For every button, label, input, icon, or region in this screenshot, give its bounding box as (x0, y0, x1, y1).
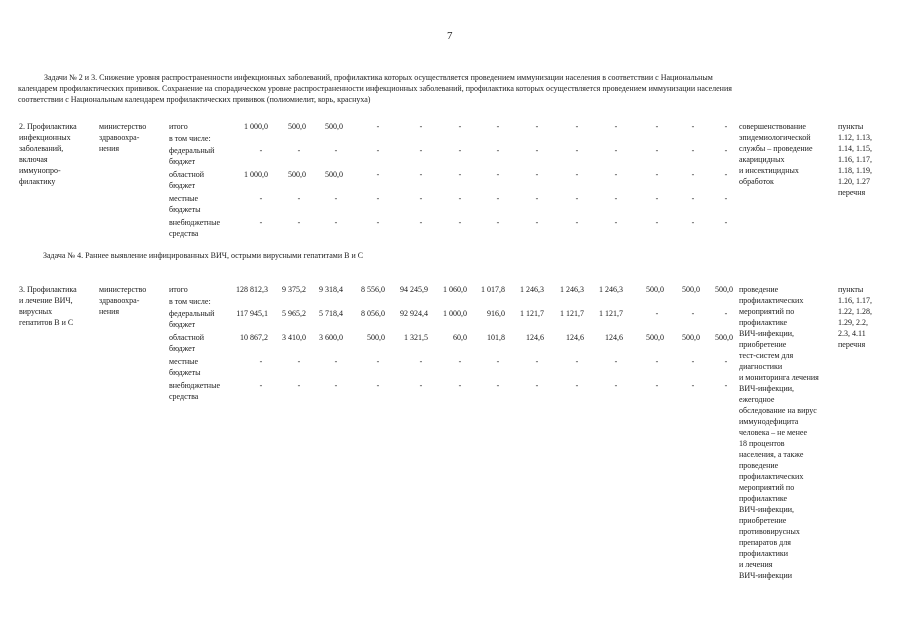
empty-cell-dash: - (724, 170, 728, 179)
empty-cell-dash: - (724, 146, 728, 155)
expected-result-line: профилактики (739, 549, 789, 558)
amount-cell: 1 000,0 (244, 122, 268, 131)
empty-cell-dash: - (376, 146, 380, 155)
amount-cell: 1 121,7 (560, 309, 584, 318)
empty-cell-dash: - (496, 381, 500, 390)
amount-cell: 1 000,0 (443, 309, 467, 318)
empty-cell-dash: - (691, 357, 695, 366)
empty-cell-dash: - (376, 194, 380, 203)
list-points-line: перечня (838, 340, 866, 349)
list-points-line: 1.18, 1.19, (838, 166, 872, 175)
empty-cell-dash: - (535, 170, 539, 179)
empty-cell-dash: - (376, 218, 380, 227)
funding-source-line: в том числе: (169, 297, 211, 306)
empty-cell-dash: - (535, 194, 539, 203)
empty-cell-dash: - (535, 122, 539, 131)
amount-cell: 5 965,2 (282, 309, 306, 318)
empty-cell-dash: - (376, 122, 380, 131)
expected-result-line: ежегодное (739, 395, 775, 404)
empty-cell-dash: - (691, 146, 695, 155)
program-name-line: 2. Профилактика (19, 122, 77, 131)
funding-source-line: бюджеты (169, 368, 201, 377)
funding-source-line: итого (169, 122, 188, 131)
empty-cell-dash: - (334, 146, 338, 155)
list-points-line: пункты (838, 122, 864, 131)
funding-source-line: бюджет (169, 344, 196, 353)
list-points-line: 1.12, 1.13, (838, 133, 872, 142)
list-points-line: 1.22, 1.28, (838, 307, 872, 316)
expected-result-line: ВИЧ-инфекции, (739, 505, 795, 514)
expected-result-line: и инсектицидных (739, 166, 799, 175)
empty-cell-dash: - (575, 122, 579, 131)
amount-cell: 500,0 (325, 122, 343, 131)
empty-cell-dash: - (458, 357, 462, 366)
expected-result (739, 284, 819, 581)
empty-cell-dash: - (655, 194, 659, 203)
empty-cell-dash: - (691, 122, 695, 131)
amount-cell: 1 321,5 (404, 333, 428, 342)
funding-source (169, 332, 204, 354)
program-name-line: включая (19, 155, 48, 164)
amount-cell: 1 246,3 (520, 285, 544, 294)
list-points-line: пункты (838, 285, 864, 294)
amount-cell: 128 812,3 (236, 285, 268, 294)
funding-source-line: внебюджетные (169, 381, 220, 390)
empty-cell-dash: - (419, 122, 423, 131)
empty-cell-dash: - (655, 146, 659, 155)
empty-cell-dash: - (575, 218, 579, 227)
funding-source-line: местные (169, 194, 199, 203)
expected-result-line: профилактике (739, 494, 788, 503)
amount-cell: 500,0 (288, 122, 306, 131)
amount-cell: 94 245,9 (400, 285, 428, 294)
list-points-line: перечня (838, 188, 866, 197)
funding-source-line: бюджеты (169, 205, 201, 214)
list-points-line: 1.29, 2.2, (838, 318, 868, 327)
empty-cell-dash: - (496, 170, 500, 179)
empty-cell-dash: - (724, 122, 728, 131)
expected-result-line: проведение (739, 285, 779, 294)
empty-cell-dash: - (655, 122, 659, 131)
amount-cell: 500,0 (682, 333, 700, 342)
amount-cell: 10 867,2 (240, 333, 268, 342)
empty-cell-dash: - (655, 357, 659, 366)
expected-result-line: ВИЧ-инфекции (739, 571, 793, 580)
empty-cell-dash: - (614, 357, 618, 366)
empty-cell-dash: - (334, 218, 338, 227)
empty-cell-dash: - (297, 381, 301, 390)
empty-cell-dash: - (724, 381, 728, 390)
expected-result-line: препаратов для (739, 538, 791, 547)
empty-cell-dash: - (376, 170, 380, 179)
empty-cell-dash: - (691, 381, 695, 390)
expected-result-line: мероприятий по (739, 307, 795, 316)
program-name-line: иммунопро- (19, 166, 61, 175)
empty-cell-dash: - (458, 218, 462, 227)
funding-source-line: федеральный (169, 309, 215, 318)
empty-cell-dash: - (535, 218, 539, 227)
program-name-line: гепатитов В и С (19, 318, 74, 327)
funding-source (169, 296, 211, 307)
funding-source-line: бюджет (169, 320, 196, 329)
empty-cell-dash: - (655, 309, 659, 318)
amount-cell: 117 945,1 (236, 309, 268, 318)
amount-cell: 5 718,4 (319, 309, 343, 318)
empty-cell-dash: - (614, 218, 618, 227)
empty-cell-dash: - (655, 381, 659, 390)
funding-source-line: итого (169, 285, 188, 294)
expected-result-line: 18 процентов (739, 439, 785, 448)
empty-cell-dash: - (297, 218, 301, 227)
empty-cell-dash: - (496, 357, 500, 366)
expected-result-line: мероприятий по (739, 483, 795, 492)
empty-cell-dash: - (535, 357, 539, 366)
funding-source (169, 308, 214, 330)
amount-cell: 8 556,0 (361, 285, 385, 294)
expected-result-line: профилактических (739, 296, 804, 305)
empty-cell-dash: - (575, 194, 579, 203)
expected-result-line: и мониторинга лечения (739, 373, 819, 382)
expected-result-line: приобретение (739, 516, 787, 525)
amount-cell: 500,0 (367, 333, 385, 342)
empty-cell-dash: - (535, 146, 539, 155)
amount-cell: 9 375,2 (282, 285, 306, 294)
amount-cell: 92 924,4 (400, 309, 428, 318)
program-name-line: и лечение ВИЧ, (19, 296, 73, 305)
amount-cell: 500,0 (646, 333, 664, 342)
empty-cell-dash: - (334, 381, 338, 390)
expected-result-line: диагностики (739, 362, 783, 371)
amount-cell: 3 600,0 (319, 333, 343, 342)
executor-line: нения (99, 307, 120, 316)
funding-source-line: в том числе: (169, 134, 211, 143)
empty-cell-dash: - (297, 357, 301, 366)
empty-cell-dash: - (691, 309, 695, 318)
executor (99, 284, 146, 317)
amount-cell: 500,0 (646, 285, 664, 294)
empty-cell-dash: - (496, 122, 500, 131)
amount-cell: 500,0 (715, 333, 733, 342)
expected-result-line: и лечения (739, 560, 773, 569)
empty-cell-dash: - (259, 357, 263, 366)
task-2-3-line-1: Задачи № 2 и 3. Снижение уровня распространенности инфекционных заболеваний, профилактика которых осуществляется проведением иммунизации населения в соответствии с Национальным (44, 73, 713, 82)
page-number: 7 (447, 30, 453, 42)
expected-result-line: населения, а также (739, 450, 804, 459)
empty-cell-dash: - (691, 170, 695, 179)
amount-cell: 124,6 (605, 333, 623, 342)
amount-cell: 1 246,3 (560, 285, 584, 294)
expected-result-line: обследование на вирус (739, 406, 817, 415)
list-points-line: 1.14, 1.15, (838, 144, 872, 153)
executor-line: нения (99, 144, 120, 153)
amount-cell: 1 000,0 (244, 170, 268, 179)
funding-source-line: бюджет (169, 181, 196, 190)
amount-cell: 9 318,4 (319, 285, 343, 294)
empty-cell-dash: - (496, 194, 500, 203)
empty-cell-dash: - (458, 146, 462, 155)
empty-cell-dash: - (297, 146, 301, 155)
expected-result-line: ВИЧ-инфекции, (739, 329, 795, 338)
amount-cell: 60,0 (453, 333, 467, 342)
empty-cell-dash: - (376, 357, 380, 366)
executor-line: здравоохра- (99, 133, 140, 142)
program-name-line: 3. Профилактика (19, 285, 77, 294)
program-name-line: инфекционных (19, 133, 71, 142)
empty-cell-dash: - (419, 357, 423, 366)
amount-cell: 500,0 (715, 285, 733, 294)
executor-line: здравоохра- (99, 296, 140, 305)
funding-source-line: областной (169, 333, 205, 342)
funding-source-line: местные (169, 357, 199, 366)
empty-cell-dash: - (575, 357, 579, 366)
amount-cell: 101,8 (487, 333, 505, 342)
empty-cell-dash: - (575, 146, 579, 155)
funding-source-line: средства (169, 229, 199, 238)
empty-cell-dash: - (724, 309, 728, 318)
amount-cell: 3 410,0 (282, 333, 306, 342)
empty-cell-dash: - (496, 146, 500, 155)
empty-cell-dash: - (458, 194, 462, 203)
list-points (838, 284, 872, 350)
empty-cell-dash: - (614, 146, 618, 155)
empty-cell-dash: - (297, 194, 301, 203)
empty-cell-dash: - (376, 381, 380, 390)
amount-cell: 500,0 (325, 170, 343, 179)
expected-result-line: иммунодефицита (739, 417, 799, 426)
expected-result-line: профилактических (739, 472, 804, 481)
empty-cell-dash: - (458, 170, 462, 179)
amount-cell: 1 246,3 (599, 285, 623, 294)
program-name-line: заболеваний, (19, 144, 64, 153)
empty-cell-dash: - (614, 170, 618, 179)
empty-cell-dash: - (655, 218, 659, 227)
empty-cell-dash: - (419, 218, 423, 227)
empty-cell-dash: - (334, 194, 338, 203)
program-name (19, 284, 77, 328)
empty-cell-dash: - (575, 381, 579, 390)
empty-cell-dash: - (691, 194, 695, 203)
expected-result-line: человека – не менее (739, 428, 807, 437)
funding-source-line: средства (169, 392, 199, 401)
task-2-3-line-3: соответствии с Национальным календарем профилактических прививок (полиомиелит, корь, краснуха) (18, 95, 371, 104)
amount-cell: 916,0 (487, 309, 505, 318)
task-4-heading: Задача № 4. Раннее выявление инфицированных ВИЧ, острыми вирусными гепатитами В и С (43, 251, 364, 260)
funding-source-line: внебюджетные (169, 218, 220, 227)
empty-cell-dash: - (535, 381, 539, 390)
funding-source-line: бюджет (169, 157, 196, 166)
amount-cell: 124,6 (526, 333, 544, 342)
empty-cell-dash: - (259, 218, 263, 227)
empty-cell-dash: - (334, 357, 338, 366)
funding-source-line: федеральный (169, 146, 215, 155)
expected-result-line: совершенствование (739, 122, 806, 131)
empty-cell-dash: - (496, 218, 500, 227)
empty-cell-dash: - (724, 218, 728, 227)
program-name-line: филактику (19, 177, 56, 186)
list-points-line: 2.3, 4.11 (838, 329, 866, 338)
amount-cell: 500,0 (288, 170, 306, 179)
list-points-line: 1.20, 1.27 (838, 177, 870, 186)
amount-cell: 1 017,8 (481, 285, 505, 294)
program-name-line: вирусных (19, 307, 53, 316)
task-2-3-line-2: календарем профилактических прививок. Сохранение на спорадическом уровне распространенности инфекционных заболеваний, профилактика которых осуществляется проведением иммунизации населения (18, 84, 732, 93)
funding-source-line: областной (169, 170, 205, 179)
expected-result-line: противовирусных (739, 527, 800, 536)
expected-result-line: проведение (739, 461, 779, 470)
empty-cell-dash: - (419, 146, 423, 155)
amount-cell: 500,0 (682, 285, 700, 294)
executor-line: министерство (99, 122, 147, 131)
expected-result-line: службы – проведение (739, 144, 813, 153)
empty-cell-dash: - (458, 381, 462, 390)
expected-result-line: эпидемиологической (739, 133, 811, 142)
funding-source (169, 380, 220, 402)
expected-result-line: акарицидных (739, 155, 785, 164)
expected-result-line: ВИЧ-инфекции, (739, 384, 795, 393)
empty-cell-dash: - (458, 122, 462, 131)
funding-source (169, 284, 188, 295)
expected-result-line: тест-систем для (739, 351, 794, 360)
amount-cell: 1 121,7 (599, 309, 623, 318)
empty-cell-dash: - (614, 122, 618, 131)
empty-cell-dash: - (259, 381, 263, 390)
empty-cell-dash: - (259, 146, 263, 155)
amount-cell: 8 056,0 (361, 309, 385, 318)
empty-cell-dash: - (655, 170, 659, 179)
empty-cell-dash: - (575, 170, 579, 179)
empty-cell-dash: - (259, 194, 263, 203)
funding-source (169, 356, 201, 378)
empty-cell-dash: - (724, 194, 728, 203)
empty-cell-dash: - (614, 194, 618, 203)
executor-line: министерство (99, 285, 147, 294)
amount-cell: 1 060,0 (443, 285, 467, 294)
expected-result-line: профилактике (739, 318, 788, 327)
empty-cell-dash: - (724, 357, 728, 366)
list-points-line: 1.16, 1.17, (838, 155, 872, 164)
empty-cell-dash: - (419, 170, 423, 179)
list-points-line: 1.16, 1.17, (838, 296, 872, 305)
amount-cell: 1 121,7 (520, 309, 544, 318)
expected-result-line: обработок (739, 177, 774, 186)
empty-cell-dash: - (614, 381, 618, 390)
empty-cell-dash: - (419, 194, 423, 203)
empty-cell-dash: - (419, 381, 423, 390)
expected-result-line: приобретение (739, 340, 787, 349)
empty-cell-dash: - (691, 218, 695, 227)
amount-cell: 124,6 (566, 333, 584, 342)
